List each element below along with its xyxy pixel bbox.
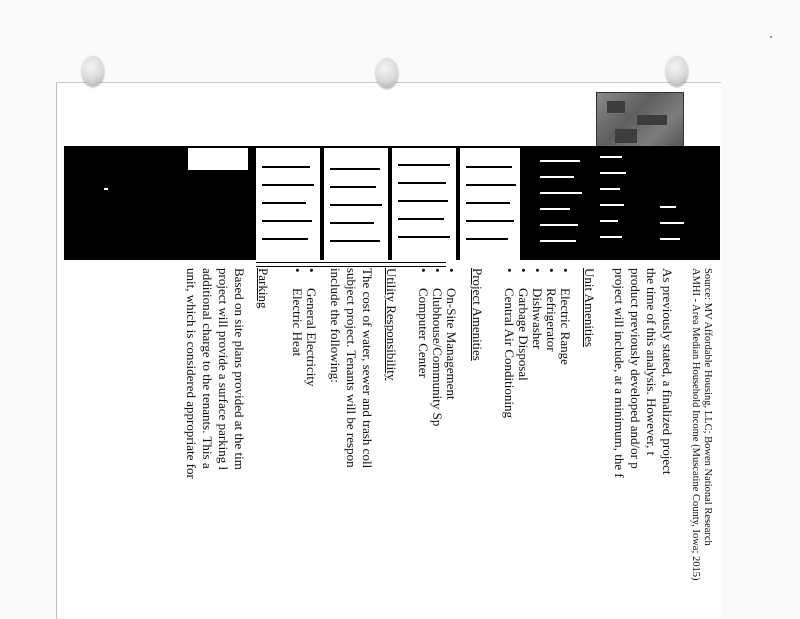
table-column: [256, 146, 324, 260]
rotated-text-region: [184, 268, 720, 618]
binder-ring-right: [666, 56, 688, 86]
utility-line: include the following:: [328, 268, 343, 383]
list-item: • General Electricity: [304, 288, 319, 387]
list-item: • Central Air Conditioning: [502, 288, 517, 418]
table-rule: [256, 262, 446, 263]
list-item: • Computer Center: [416, 288, 431, 378]
table-column: [534, 146, 602, 260]
binder-ring-center: [376, 58, 398, 88]
parking-line: Based on site plans provided at the tim: [232, 268, 247, 470]
parking-line: additional charge to the tenants. This a: [200, 268, 215, 469]
photo-thumbnail: [596, 92, 684, 152]
table-rule: [256, 266, 446, 267]
parking-heading: Parking: [256, 268, 271, 309]
table-column: [594, 146, 662, 260]
parking-line: project will provide a surface parking l: [216, 268, 231, 471]
project-amenities-heading: Project Amenities: [470, 268, 485, 361]
source-note: Source: MV Affordable Housing, LLC; Bowen National Research: [702, 268, 713, 546]
list-item: • On-Site Management: [444, 288, 459, 400]
table-column: [654, 146, 722, 260]
list-item: • Clubhouse/Community Sp: [430, 288, 445, 426]
intro-line: project will include, at a minimum, the f: [612, 268, 627, 478]
table-column: [392, 146, 460, 260]
binder-ring-left: [82, 56, 104, 86]
table-column: [188, 146, 256, 260]
utility-heading: Utility Responsibility: [384, 268, 399, 381]
table-column: [324, 146, 392, 260]
intro-line: product previously developed and/or p: [628, 268, 643, 469]
list-item: • Dishwasher: [530, 288, 545, 349]
intro-line: As previously stated, a finalized project: [660, 268, 675, 475]
list-item: • Electric Range: [558, 288, 573, 365]
parking-line: unit, which is considered appropriate for: [184, 268, 199, 479]
intro-line: the time of this analysis. However, t: [644, 268, 659, 456]
unit-amenities-heading: Unit Amenities: [582, 268, 597, 348]
utility-line: The cost of water, sewer and trash coll: [360, 268, 375, 469]
table-column: [460, 146, 528, 260]
list-item: • Electric Heat: [290, 288, 305, 356]
speck: [770, 36, 772, 38]
utility-line: subject project. Tenants will be respon: [344, 268, 359, 468]
rent-table-band: [64, 146, 720, 260]
list-item: • Garbage Disposal: [516, 288, 531, 381]
list-item: • Refrigerator: [544, 288, 559, 352]
amhi-note: AMHI - Area Median Household Income (Muscatine County, Iowa; 2015): [690, 268, 701, 581]
rotated-page-text: [184, 268, 720, 618]
